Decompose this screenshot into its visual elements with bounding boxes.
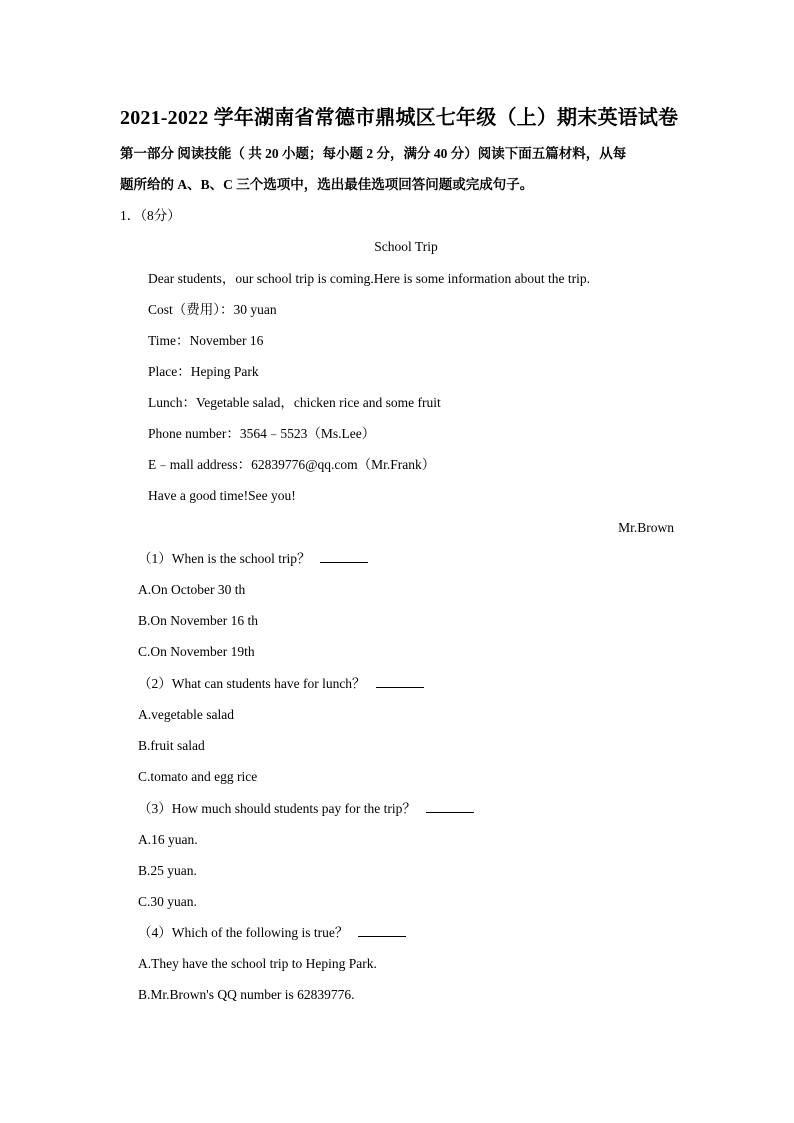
option-1a: A.On October 30 th <box>138 582 246 597</box>
section-instructions-line-2: 题所给的 A、B、C 三个选项中，选出最佳选项回答问题或完成句子。 <box>120 177 534 192</box>
question-stem-2 <box>138 675 424 693</box>
passage-line-closing: Have a good time!See you! <box>148 488 296 503</box>
question-stem-text: （2）What can students have for lunch？ <box>138 676 366 691</box>
passage-line-place: Place：Heping Park <box>148 364 259 379</box>
question-stem-text: （1）When is the school trip？ <box>138 551 311 566</box>
passage-signature: Mr.Brown <box>618 520 674 535</box>
option-3c: C.30 yuan. <box>138 894 197 909</box>
passage-line-time: Time：November 16 <box>148 333 264 348</box>
option-4a: A.They have the school trip to Heping Park. <box>138 956 377 971</box>
section-instructions-line-1: 第一部分 阅读技能（ 共 20 小题；每小题 2 分，满分 40 分）阅读下面五篇材料，从每 <box>120 146 627 161</box>
option-1b: B.On November 16 th <box>138 613 258 628</box>
answer-blank <box>358 924 406 937</box>
option-2c: C.tomato and egg rice <box>138 769 258 784</box>
answer-blank <box>376 675 424 688</box>
question-stem-text: （4）Which of the following is true？ <box>138 925 349 940</box>
answer-blank <box>426 800 474 813</box>
passage-line-email: E﹣mall address：62839776@qq.com（Mr.Frank） <box>148 457 436 472</box>
passage-line-cost: Cost（费用）：30 yuan <box>148 302 277 317</box>
question-stem-1 <box>138 550 368 568</box>
passage-title: School Trip <box>374 239 438 254</box>
option-3a: A.16 yuan. <box>138 832 198 847</box>
option-2b: B.fruit salad <box>138 738 205 753</box>
option-4b: B.Mr.Brown's QQ number is 62839776. <box>138 987 355 1002</box>
answer-blank <box>320 550 368 563</box>
question-stem-text: （3）How much should students pay for the trip？ <box>138 801 416 816</box>
exam-title: 2021-2022 学年湖南省常德市鼎城区七年级（上）期末英语试卷 <box>120 107 679 129</box>
passage-line-greeting: Dear students，our school trip is coming.Here is some information about the trip. <box>148 271 591 286</box>
passage-line-lunch: Lunch：Vegetable salad，chicken rice and some fruit <box>148 395 441 410</box>
question-number: 1．（8分） <box>120 208 181 223</box>
passage-line-phone: Phone number：3564﹣5523（Ms.Lee） <box>148 426 376 441</box>
question-stem-4 <box>138 924 406 942</box>
option-2a: A.vegetable salad <box>138 707 234 722</box>
question-stem-3 <box>138 800 474 818</box>
option-3b: B.25 yuan. <box>138 863 197 878</box>
option-1c: C.On November 19th <box>138 644 255 659</box>
